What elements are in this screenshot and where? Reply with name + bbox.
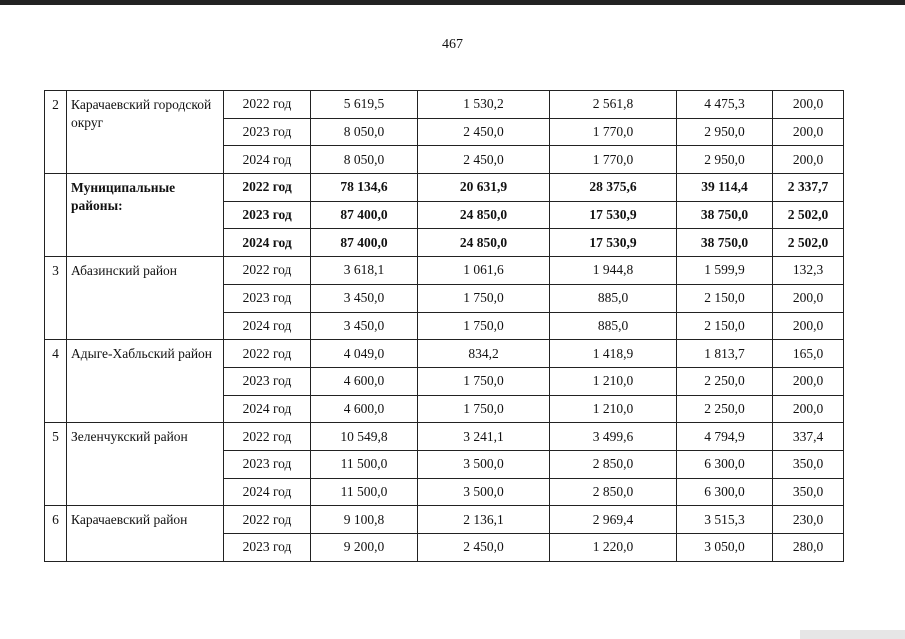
value-cell: 1 750,0 — [418, 312, 550, 340]
value-cell: 1 770,0 — [550, 118, 677, 146]
table-row — [45, 506, 844, 534]
value-cell: 24 850,0 — [418, 229, 550, 257]
row-number: 4 — [45, 340, 67, 423]
value-cell: 1 750,0 — [418, 395, 550, 423]
value-cell: 17 530,9 — [550, 229, 677, 257]
value-cell: 200,0 — [773, 395, 844, 423]
value-cell: 38 750,0 — [677, 201, 773, 229]
budget-table — [44, 90, 844, 562]
table-row — [45, 257, 844, 285]
value-cell: 1 220,0 — [550, 534, 677, 562]
value-cell: 4 600,0 — [311, 367, 418, 395]
value-cell: 38 750,0 — [677, 229, 773, 257]
year-cell: 2023 год — [224, 118, 311, 146]
year-cell: 2023 год — [224, 201, 311, 229]
value-cell: 2 136,1 — [418, 506, 550, 534]
row-number: 5 — [45, 423, 67, 506]
value-cell: 4 600,0 — [311, 395, 418, 423]
value-cell: 2 561,8 — [550, 91, 677, 119]
value-cell: 2 950,0 — [677, 146, 773, 174]
value-cell: 1 770,0 — [550, 146, 677, 174]
year-cell: 2022 год — [224, 91, 311, 119]
year-cell: 2024 год — [224, 146, 311, 174]
value-cell: 3 515,3 — [677, 506, 773, 534]
value-cell: 4 475,3 — [677, 91, 773, 119]
value-cell: 8 050,0 — [311, 146, 418, 174]
value-cell: 6 300,0 — [677, 450, 773, 478]
year-cell: 2024 год — [224, 478, 311, 506]
value-cell: 2 250,0 — [677, 395, 773, 423]
municipality-name: Муниципальные районы: — [67, 174, 224, 257]
value-cell: 3 450,0 — [311, 284, 418, 312]
year-cell: 2022 год — [224, 174, 311, 202]
value-cell: 6 300,0 — [677, 478, 773, 506]
year-cell: 2023 год — [224, 534, 311, 562]
value-cell: 1 599,9 — [677, 257, 773, 285]
value-cell: 1 750,0 — [418, 367, 550, 395]
value-cell: 20 631,9 — [418, 174, 550, 202]
value-cell: 5 619,5 — [311, 91, 418, 119]
value-cell: 3 241,1 — [418, 423, 550, 451]
year-cell: 2024 год — [224, 395, 311, 423]
value-cell: 2 150,0 — [677, 284, 773, 312]
value-cell: 230,0 — [773, 506, 844, 534]
page-number: 467 — [442, 37, 463, 52]
value-cell: 39 114,4 — [677, 174, 773, 202]
year-cell: 2022 год — [224, 506, 311, 534]
value-cell: 1 210,0 — [550, 367, 677, 395]
value-cell: 2 850,0 — [550, 450, 677, 478]
value-cell: 1 061,6 — [418, 257, 550, 285]
value-cell: 1 418,9 — [550, 340, 677, 368]
value-cell: 4 794,9 — [677, 423, 773, 451]
year-cell: 2023 год — [224, 367, 311, 395]
value-cell: 350,0 — [773, 450, 844, 478]
value-cell: 2 450,0 — [418, 118, 550, 146]
value-cell: 87 400,0 — [311, 201, 418, 229]
value-cell: 3 050,0 — [677, 534, 773, 562]
row-number: 3 — [45, 257, 67, 340]
value-cell: 350,0 — [773, 478, 844, 506]
value-cell: 1 813,7 — [677, 340, 773, 368]
value-cell: 165,0 — [773, 340, 844, 368]
year-cell: 2022 год — [224, 423, 311, 451]
year-cell: 2023 год — [224, 450, 311, 478]
value-cell: 834,2 — [418, 340, 550, 368]
municipality-name: Абазинский район — [67, 257, 224, 340]
value-cell: 885,0 — [550, 312, 677, 340]
value-cell: 2 337,7 — [773, 174, 844, 202]
value-cell: 2 450,0 — [418, 534, 550, 562]
value-cell: 200,0 — [773, 91, 844, 119]
value-cell: 78 134,6 — [311, 174, 418, 202]
value-cell: 2 250,0 — [677, 367, 773, 395]
value-cell: 2 850,0 — [550, 478, 677, 506]
page-top-border — [0, 0, 905, 5]
value-cell: 3 500,0 — [418, 450, 550, 478]
value-cell: 337,4 — [773, 423, 844, 451]
row-number — [45, 174, 67, 257]
year-cell: 2022 год — [224, 340, 311, 368]
value-cell: 3 499,6 — [550, 423, 677, 451]
value-cell: 280,0 — [773, 534, 844, 562]
value-cell: 1 530,2 — [418, 91, 550, 119]
value-cell: 132,3 — [773, 257, 844, 285]
value-cell: 3 500,0 — [418, 478, 550, 506]
scan-artifact — [800, 630, 905, 639]
year-cell: 2024 год — [224, 229, 311, 257]
value-cell: 2 502,0 — [773, 201, 844, 229]
value-cell: 200,0 — [773, 146, 844, 174]
value-cell: 2 502,0 — [773, 229, 844, 257]
value-cell: 1 210,0 — [550, 395, 677, 423]
value-cell: 10 549,8 — [311, 423, 418, 451]
table-row — [45, 91, 844, 119]
value-cell: 1 944,8 — [550, 257, 677, 285]
municipality-name: Карачаевский городской округ — [67, 91, 224, 174]
year-cell: 2022 год — [224, 257, 311, 285]
table-row — [45, 423, 844, 451]
value-cell: 2 450,0 — [418, 146, 550, 174]
value-cell: 87 400,0 — [311, 229, 418, 257]
municipality-name: Карачаевский район — [67, 506, 224, 561]
table-row — [45, 174, 844, 202]
value-cell: 3 450,0 — [311, 312, 418, 340]
value-cell: 2 950,0 — [677, 118, 773, 146]
value-cell: 200,0 — [773, 312, 844, 340]
value-cell: 11 500,0 — [311, 478, 418, 506]
row-number: 2 — [45, 91, 67, 174]
value-cell: 2 150,0 — [677, 312, 773, 340]
year-cell: 2023 год — [224, 284, 311, 312]
value-cell: 28 375,6 — [550, 174, 677, 202]
row-number: 6 — [45, 506, 67, 561]
value-cell: 17 530,9 — [550, 201, 677, 229]
value-cell: 9 200,0 — [311, 534, 418, 562]
value-cell: 24 850,0 — [418, 201, 550, 229]
value-cell: 3 618,1 — [311, 257, 418, 285]
value-cell: 885,0 — [550, 284, 677, 312]
value-cell: 200,0 — [773, 118, 844, 146]
value-cell: 4 049,0 — [311, 340, 418, 368]
value-cell: 9 100,8 — [311, 506, 418, 534]
municipality-name: Адыге-Хабльский район — [67, 340, 224, 423]
value-cell: 200,0 — [773, 367, 844, 395]
value-cell: 8 050,0 — [311, 118, 418, 146]
year-cell: 2024 год — [224, 312, 311, 340]
value-cell: 1 750,0 — [418, 284, 550, 312]
municipality-name: Зеленчукский район — [67, 423, 224, 506]
value-cell: 2 969,4 — [550, 506, 677, 534]
table-row — [45, 340, 844, 368]
value-cell: 200,0 — [773, 284, 844, 312]
value-cell: 11 500,0 — [311, 450, 418, 478]
